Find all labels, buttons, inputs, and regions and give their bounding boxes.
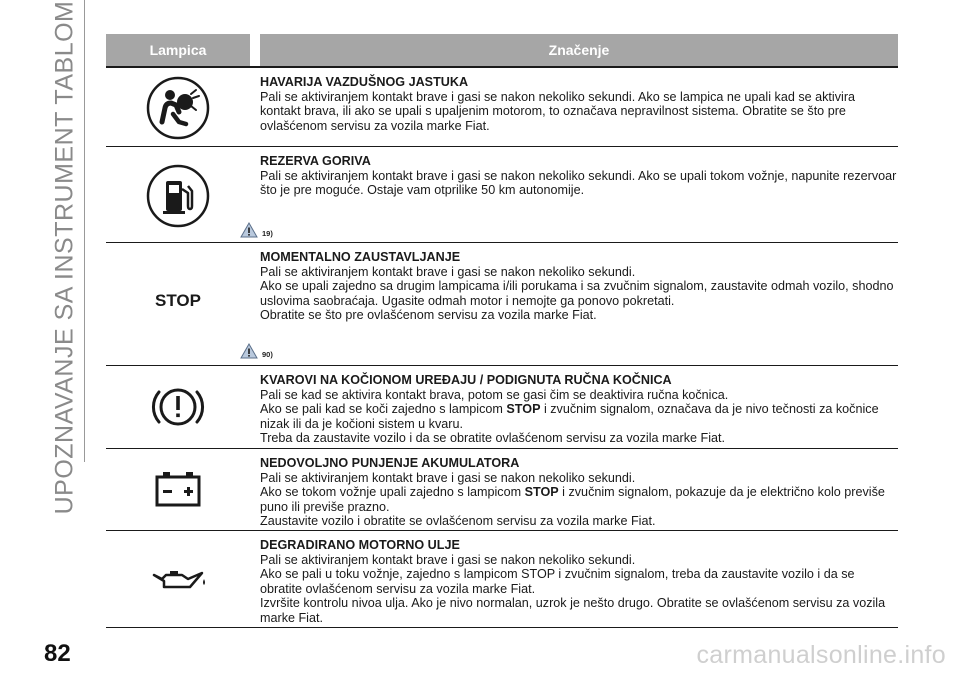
warning-triangle-icon <box>240 343 258 359</box>
table-row <box>106 531 898 628</box>
side-divider <box>84 0 85 462</box>
row-title: REZERVA GORIVA <box>260 154 371 168</box>
fuel-pump-icon <box>146 164 210 228</box>
table-header <box>106 34 898 68</box>
row-text: Ako se tokom vožnje upali zajedno s lampicom STOP i zvučnim signalom, pokazuje da je električno kolo previše puno ili previše prazno. <box>260 485 885 514</box>
row-text: Pali se aktiviranjem kontakt brave i gasi se nakon nekoliko sekundi. Ako se upali tokom vožnje, napunite rezervoar što je pre moguće. Ostaje vam otprilike 50 km autonomije. <box>260 168 897 198</box>
row-text: Obratite se što pre ovlašćenom servisu za vozila marke Fiat. <box>260 308 597 323</box>
airbag-icon <box>146 76 210 140</box>
warning-triangle-icon <box>240 222 258 238</box>
table-row <box>106 243 898 366</box>
row-title: KVAROVI NA KOČIONOM UREĐAJU / PODIGNUTA RUČNA KOČNICA <box>260 373 672 387</box>
page-number: 82 <box>44 640 71 667</box>
warning-ref: 19) <box>262 229 273 238</box>
row-title: DEGRADIRANO MOTORNO ULJE <box>260 538 460 552</box>
row-text: Zaustavite vozilo i obratite se ovlašćenom servisu za vozila marke Fiat. <box>260 514 656 529</box>
row-title: MOMENTALNO ZAUSTAVLJANJE <box>260 250 461 264</box>
row-text: Ako se pali u toku vožnje, zajedno s lampicom STOP i zvučnim signalom, treba da zaustavite vozilo i da se obratite ovlašćenom servisu za vozila marke Fiat. <box>260 567 855 596</box>
table-row <box>106 68 898 147</box>
table-row <box>106 147 898 243</box>
section-title: UPOZNAVANJE SA INSTRUMENT TABLOM <box>50 0 79 514</box>
battery-icon <box>146 457 210 521</box>
row-text: Pali se aktiviranjem kontakt brave i gasi se nakon nekoliko sekundi. <box>260 552 636 567</box>
header-lamp: Lampica <box>149 42 207 58</box>
row-title: NEDOVOLJNO PUNJENJE AKUMULATORA <box>260 456 520 470</box>
row-text: Pali se aktiviranjem kontakt brave i gasi se nakon nekoliko sekundi. Ako se lampica ne upali kad se aktivira kontakt brava, ili ako se upali s upaljenim motorom, to označava nepravilnost sistema. Obratite se što pre ovlašćenom servisu za vozila marke Fiat. <box>260 89 856 133</box>
row-text: Pali se aktiviranjem kontakt brave i gasi se nakon nekoliko sekundi. <box>260 470 636 485</box>
table-row <box>106 366 898 449</box>
header-meaning: Značenje <box>548 42 610 58</box>
table-row <box>106 449 898 531</box>
warning-lights-table <box>106 34 898 628</box>
row-title: HAVARIJA VAZDUŠNOG JASTUKA <box>260 75 469 89</box>
row-text: Ako se pali kad se koči zajedno s lampicom STOP i zvučnim signalom, označava da je nivo tečnosti za kočnice nizak ili da je kočioni sistem u kvaru. <box>260 402 879 431</box>
row-text: Treba da zaustavite vozilo i da se obratite ovlašćenom servisu za vozila marke Fiat. <box>260 431 726 446</box>
warning-note <box>240 221 273 238</box>
warning-note <box>240 342 273 359</box>
brake-warning-icon <box>146 375 210 439</box>
stop-icon: STOP <box>155 291 201 310</box>
row-text: Pali se aktiviranjem kontakt brave i gasi se nakon nekoliko sekundi. <box>260 264 636 279</box>
watermark: carmanualsonline.info <box>696 641 946 669</box>
oil-can-icon <box>146 547 210 611</box>
row-text: Izvršite kontrolu nivoa ulja. Ako je nivo normalan, uzrok je nešto drugo. Obratite se ovlašćenom servisu za vozila marke Fiat. <box>260 596 886 625</box>
warning-ref: 90) <box>262 350 273 359</box>
row-text: Ako se upali zajedno sa drugim lampicama i/ili porukama i sa zvučnim signalom, zaustavite odmah vozilo, shodno uslovima saobraćaja. Ugasite odmah motor i nemojte ga ponovo pokretati. <box>260 279 894 308</box>
row-text: Pali se kad se aktivira kontakt brava, potom se gasi čim se deaktivira ručna kočnica. <box>260 387 729 402</box>
